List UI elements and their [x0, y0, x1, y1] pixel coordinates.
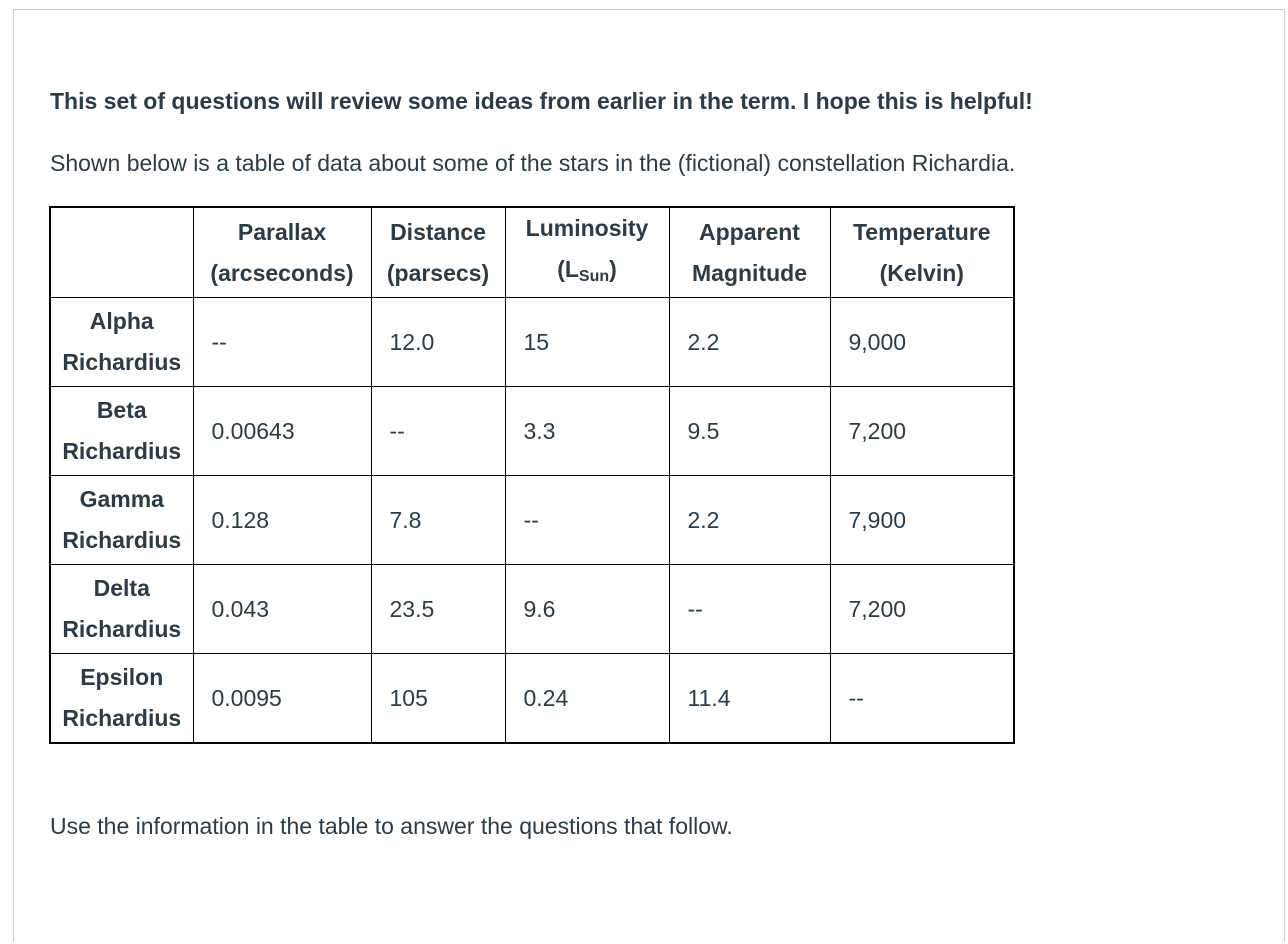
star-name-cell: Alpha Richardius — [50, 298, 193, 387]
distance-cell: 7.8 — [371, 476, 505, 565]
star-name-cell: Epsilon Richardius — [50, 654, 193, 744]
intro-text: This set of questions will review some ideas from earlier in the term. I hope this is helpful! — [50, 88, 1033, 114]
parallax-cell: 0.00643 — [193, 387, 371, 476]
table-row — [50, 565, 1014, 654]
header-empty-cell — [50, 207, 193, 298]
header-label: Luminosity — [525, 215, 649, 241]
header-unit: $(L_{Sun})$ — [557, 256, 617, 285]
header-distance — [371, 207, 505, 298]
temperature-cell: 7,900 — [830, 476, 1014, 565]
magnitude-cell: -- — [669, 565, 830, 654]
header-luminosity — [505, 207, 669, 298]
luminosity-cell: 0.24 — [505, 654, 669, 744]
star-name-cell: Beta Richardius — [50, 387, 193, 476]
star-name-cell: Delta Richardius — [50, 565, 193, 654]
distance-cell: 23.5 — [371, 565, 505, 654]
header-temperature — [830, 207, 1014, 298]
header-unit: (arcseconds) — [210, 259, 354, 286]
header-unit: Magnitude — [692, 259, 807, 286]
temperature-cell: -- — [830, 654, 1014, 744]
distance-cell: 12.0 — [371, 298, 505, 387]
table-row — [50, 298, 1014, 387]
luminosity-cell: 3.3 — [505, 387, 669, 476]
header-parallax — [193, 207, 371, 298]
outro-text: Use the information in the table to answer the questions that follow. — [50, 813, 733, 839]
table-row — [50, 654, 1014, 744]
parallax-cell: 0.043 — [193, 565, 371, 654]
magnitude-cell: 11.4 — [669, 654, 830, 744]
temperature-cell: 7,200 — [830, 565, 1014, 654]
header-apparent-magnitude — [669, 207, 830, 298]
header-unit: (parsecs) — [386, 259, 490, 286]
temperature-cell: 9,000 — [830, 298, 1014, 387]
luminosity-cell: 9.6 — [505, 565, 669, 654]
star-name-cell: Gamma Richardius — [50, 476, 193, 565]
header-label: Distance — [390, 218, 486, 245]
lead-text: Shown below is a table of data about some of the stars in the (fictional) constellation Richardia. — [50, 150, 1016, 176]
header-label: Temperature — [852, 218, 991, 245]
magnitude-cell: 2.2 — [669, 476, 830, 565]
parallax-cell: 0.0095 — [193, 654, 371, 744]
temperature-cell: 7,200 — [830, 387, 1014, 476]
magnitude-cell: 2.2 — [669, 298, 830, 387]
header-unit: (Kelvin) — [879, 259, 964, 286]
table-row — [50, 387, 1014, 476]
header-label: Parallax — [237, 218, 327, 245]
parallax-cell: -- — [193, 298, 371, 387]
table-header-row — [50, 207, 1014, 298]
distance-cell: 105 — [371, 654, 505, 744]
table-row — [50, 476, 1014, 565]
star-data-table — [49, 206, 1015, 744]
luminosity-cell: 15 — [505, 298, 669, 387]
magnitude-cell: 9.5 — [669, 387, 830, 476]
luminosity-cell: -- — [505, 476, 669, 565]
parallax-cell: 0.128 — [193, 476, 371, 565]
header-label: Apparent — [699, 218, 800, 245]
distance-cell: -- — [371, 387, 505, 476]
